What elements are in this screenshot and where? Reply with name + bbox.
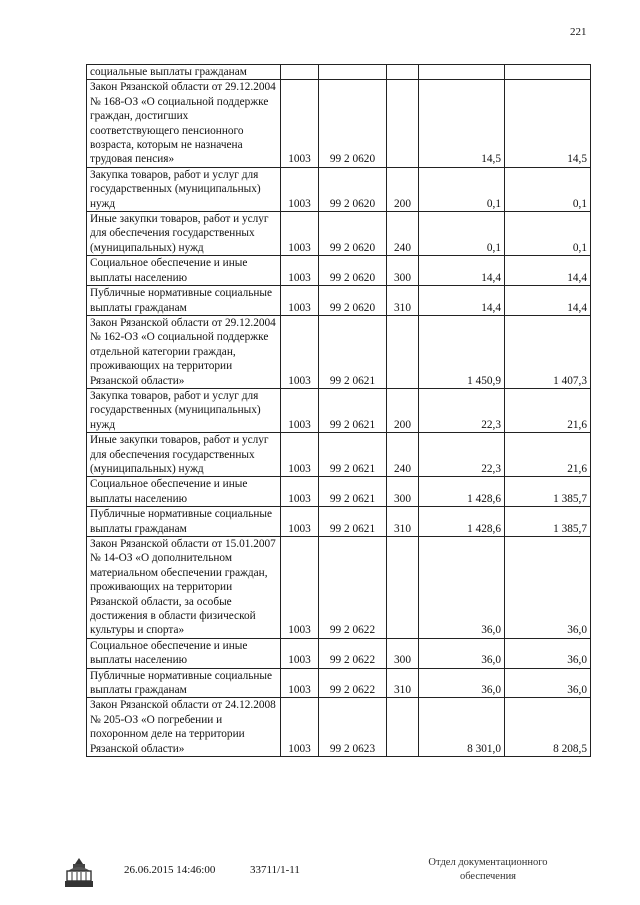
table-row xyxy=(87,212,591,256)
row-expense-type: 200 xyxy=(387,167,419,211)
row-name: социальные выплаты гражданам xyxy=(87,65,281,80)
row-target-code: 99 2 0621 xyxy=(319,388,387,432)
row-fact-amount: 21,6 xyxy=(505,388,591,432)
footer-doc-number: 33711/1-11 xyxy=(250,864,300,876)
row-name: Социальное обеспечение и иные выплаты населению xyxy=(87,256,281,286)
row-expense-type xyxy=(387,315,419,388)
table-row xyxy=(87,477,591,507)
row-name: Социальное обеспечение и иные выплаты населению xyxy=(87,477,281,507)
row-plan-amount: 36,0 xyxy=(419,638,505,668)
row-target-code: 99 2 0620 xyxy=(319,167,387,211)
row-target-code: 99 2 0622 xyxy=(319,537,387,639)
row-expense-type: 300 xyxy=(387,256,419,286)
row-target-code: 99 2 0622 xyxy=(319,638,387,668)
dept-line-2: обеспечения xyxy=(459,871,517,882)
row-name: Публичные нормативные социальные выплаты гражданам xyxy=(87,668,281,698)
row-name: Иные закупки товаров, работ и услуг для обеспечения государственных (муниципальных) нужд xyxy=(87,433,281,477)
row-plan-amount: 14,4 xyxy=(419,286,505,316)
row-name: Публичные нормативные социальные выплаты гражданам xyxy=(87,507,281,537)
row-target-code: 99 2 0622 xyxy=(319,668,387,698)
row-section: 1003 xyxy=(281,212,319,256)
table-row xyxy=(87,80,591,167)
row-name: Социальное обеспечение и иные выплаты населению xyxy=(87,638,281,668)
table-body xyxy=(87,65,591,757)
row-expense-type xyxy=(387,537,419,639)
dept-line-1: Отдел документационного xyxy=(428,857,548,868)
row-plan-amount: 1 450,9 xyxy=(419,315,505,388)
row-section: 1003 xyxy=(281,286,319,316)
row-plan-amount: 36,0 xyxy=(419,668,505,698)
row-plan-amount: 8 301,0 xyxy=(419,698,505,757)
row-section: 1003 xyxy=(281,433,319,477)
row-target-code: 99 2 0621 xyxy=(319,477,387,507)
budget-table xyxy=(86,64,591,757)
row-plan-amount: 0,1 xyxy=(419,212,505,256)
row-target-code: 99 2 0621 xyxy=(319,433,387,477)
row-expense-type: 200 xyxy=(387,388,419,432)
row-plan-amount: 0,1 xyxy=(419,167,505,211)
row-expense-type: 240 xyxy=(387,212,419,256)
row-fact-amount: 36,0 xyxy=(505,668,591,698)
row-plan-amount: 22,3 xyxy=(419,433,505,477)
row-target-code: 99 2 0623 xyxy=(319,698,387,757)
row-fact-amount: 0,1 xyxy=(505,212,591,256)
row-target-code: 99 2 0620 xyxy=(319,80,387,167)
row-expense-type: 240 xyxy=(387,433,419,477)
row-target-code: 99 2 0621 xyxy=(319,315,387,388)
row-name: Закон Рязанской области от 29.12.2004 № 168-ОЗ «О социальной поддержке граждан, достигших соответствующего пенсионного возраста, которым не назначена трудовая пенсия» xyxy=(87,80,281,167)
row-expense-type: 310 xyxy=(387,507,419,537)
row-expense-type: 300 xyxy=(387,638,419,668)
row-plan-amount: 22,3 xyxy=(419,388,505,432)
row-fact-amount: 0,1 xyxy=(505,167,591,211)
row-section: 1003 xyxy=(281,167,319,211)
row-plan-amount xyxy=(419,65,505,80)
row-section: 1003 xyxy=(281,537,319,639)
table-row xyxy=(87,388,591,432)
table-row xyxy=(87,315,591,388)
row-expense-type: 310 xyxy=(387,668,419,698)
table-row xyxy=(87,433,591,477)
table-row xyxy=(87,537,591,639)
table-row xyxy=(87,698,591,757)
row-target-code: 99 2 0620 xyxy=(319,286,387,316)
table-row xyxy=(87,638,591,668)
row-plan-amount: 14,5 xyxy=(419,80,505,167)
row-fact-amount xyxy=(505,65,591,80)
row-fact-amount: 14,4 xyxy=(505,256,591,286)
row-target-code xyxy=(319,65,387,80)
table-row xyxy=(87,507,591,537)
row-expense-type xyxy=(387,698,419,757)
row-fact-amount: 1 385,7 xyxy=(505,507,591,537)
row-expense-type: 300 xyxy=(387,477,419,507)
row-name: Иные закупки товаров, работ и услуг для обеспечения государственных (муниципальных) нужд xyxy=(87,212,281,256)
row-plan-amount: 1 428,6 xyxy=(419,507,505,537)
row-name: Закон Рязанской области от 24.12.2008 № 205-ОЗ «О погребении и похоронном деле на территории Рязанской области» xyxy=(87,698,281,757)
row-fact-amount: 8 208,5 xyxy=(505,698,591,757)
row-name: Закон Рязанской области от 15.01.2007 № 14-ОЗ «О дополнительном материальном обеспечении граждан, проживающих на территории Рязанской области, за особые достижения в области физической культуры и спорта» xyxy=(87,537,281,639)
table-row xyxy=(87,256,591,286)
row-fact-amount: 1 407,3 xyxy=(505,315,591,388)
row-target-code: 99 2 0620 xyxy=(319,212,387,256)
row-expense-type: 310 xyxy=(387,286,419,316)
table-row xyxy=(87,65,591,80)
row-section xyxy=(281,65,319,80)
row-section: 1003 xyxy=(281,388,319,432)
footer-department xyxy=(420,856,556,884)
row-section: 1003 xyxy=(281,256,319,286)
row-fact-amount: 21,6 xyxy=(505,433,591,477)
row-section: 1003 xyxy=(281,507,319,537)
page-number: 221 xyxy=(570,26,587,38)
row-fact-amount: 36,0 xyxy=(505,638,591,668)
row-name: Публичные нормативные социальные выплаты гражданам xyxy=(87,286,281,316)
row-section: 1003 xyxy=(281,668,319,698)
table-row xyxy=(87,167,591,211)
row-plan-amount: 36,0 xyxy=(419,537,505,639)
row-section: 1003 xyxy=(281,80,319,167)
table-row xyxy=(87,668,591,698)
row-plan-amount: 1 428,6 xyxy=(419,477,505,507)
row-name: Закон Рязанской области от 29.12.2004 № 162-ОЗ «О социальной поддержке отдельной категории граждан, проживающих на территории Рязанской области» xyxy=(87,315,281,388)
row-name: Закупка товаров, работ и услуг для государственных (муниципальных) нужд xyxy=(87,388,281,432)
row-plan-amount: 14,4 xyxy=(419,256,505,286)
row-section: 1003 xyxy=(281,315,319,388)
duma-logo-icon xyxy=(62,855,96,889)
table-row xyxy=(87,286,591,316)
row-fact-amount: 36,0 xyxy=(505,537,591,639)
row-fact-amount: 14,5 xyxy=(505,80,591,167)
row-expense-type xyxy=(387,65,419,80)
row-section: 1003 xyxy=(281,477,319,507)
row-expense-type xyxy=(387,80,419,167)
row-name: Закупка товаров, работ и услуг для государственных (муниципальных) нужд xyxy=(87,167,281,211)
row-fact-amount: 14,4 xyxy=(505,286,591,316)
footer-datetime: 26.06.2015 14:46:00 xyxy=(124,864,216,876)
row-target-code: 99 2 0621 xyxy=(319,507,387,537)
row-fact-amount: 1 385,7 xyxy=(505,477,591,507)
row-section: 1003 xyxy=(281,698,319,757)
row-section: 1003 xyxy=(281,638,319,668)
row-target-code: 99 2 0620 xyxy=(319,256,387,286)
